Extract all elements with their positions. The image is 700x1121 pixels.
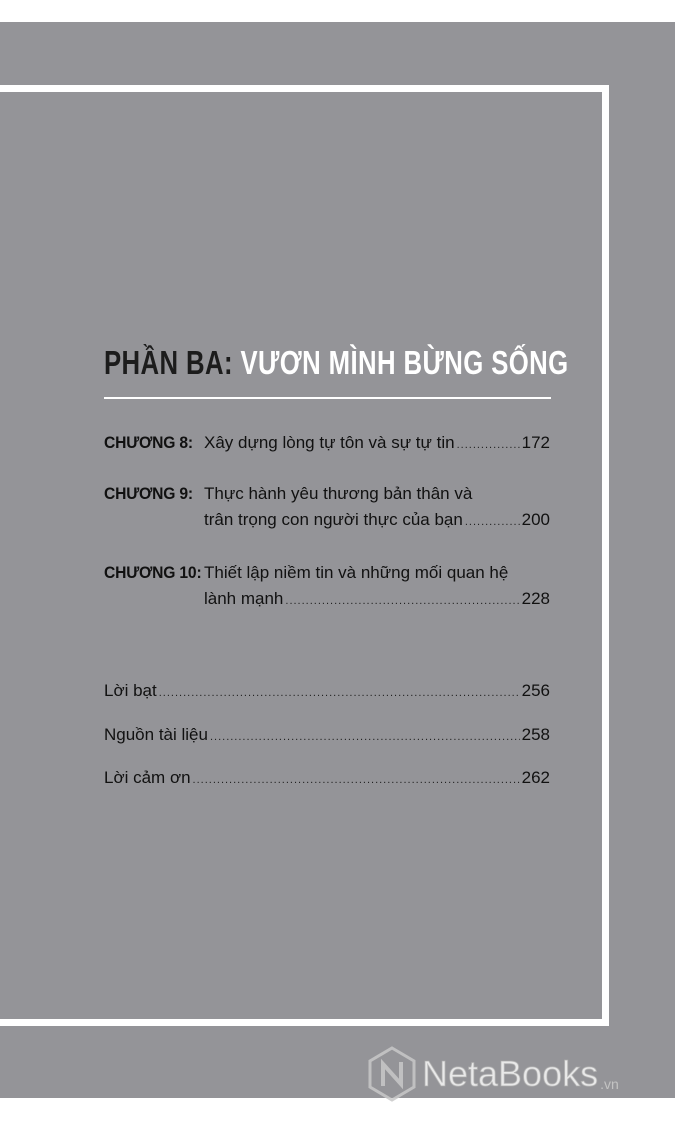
- chapter-label: CHƯƠNG 9:: [104, 484, 193, 503]
- watermark: [368, 1046, 619, 1102]
- chapter-label: CHƯƠNG 8:: [104, 433, 193, 452]
- dot-leader: [159, 687, 520, 699]
- chapter-title-line: Xây dựng lòng tự tôn và sự tự tin: [204, 433, 455, 452]
- toc-chapter-8[interactable]: [104, 430, 550, 456]
- page-number: 228: [521, 589, 550, 608]
- toc-backmatter-acknowledgements[interactable]: [104, 768, 550, 794]
- chapter-title-line: trân trọng con người thực của bạn: [204, 510, 463, 529]
- page-number: 262: [521, 768, 550, 787]
- content-panel: [0, 92, 602, 1019]
- dot-leader: [465, 509, 520, 535]
- page-number: 172: [521, 433, 550, 452]
- dot-leader: [457, 432, 520, 458]
- page-number: 200: [521, 510, 550, 529]
- chapter-label: CHƯƠNG 10:: [104, 563, 202, 582]
- toc-chapter-9[interactable]: [104, 481, 550, 533]
- part-label: PHẦN BA:: [104, 344, 233, 381]
- page-number: 256: [521, 681, 550, 700]
- toc-chapter-10[interactable]: [104, 560, 550, 612]
- dot-leader: [210, 731, 520, 743]
- toc-backmatter-afterword[interactable]: [104, 681, 550, 707]
- title-divider: [104, 397, 551, 399]
- watermark-text: NetaBooks: [422, 1053, 599, 1094]
- backmatter-title: Lời bạt: [104, 681, 157, 700]
- dot-leader: [193, 774, 520, 786]
- page-number: 258: [521, 725, 550, 744]
- toc-backmatter-sources[interactable]: [104, 725, 550, 751]
- backmatter-title: Nguồn tài liệu: [104, 725, 208, 744]
- netabooks-logo-icon: [368, 1046, 416, 1102]
- part-name: VƯƠN MÌNH BỪNG SỐNG: [240, 344, 569, 381]
- part-title: [104, 343, 569, 383]
- watermark-suffix: .vn: [600, 1076, 619, 1092]
- dot-leader: [285, 588, 519, 614]
- chapter-title-line: lành mạnh: [204, 589, 284, 608]
- chapter-title-line: Thực hành yêu thương bản thân và: [204, 484, 473, 503]
- backmatter-title: Lời cảm ơn: [104, 768, 191, 787]
- chapter-title-line: Thiết lập niềm tin và những mối quan hệ: [204, 563, 509, 582]
